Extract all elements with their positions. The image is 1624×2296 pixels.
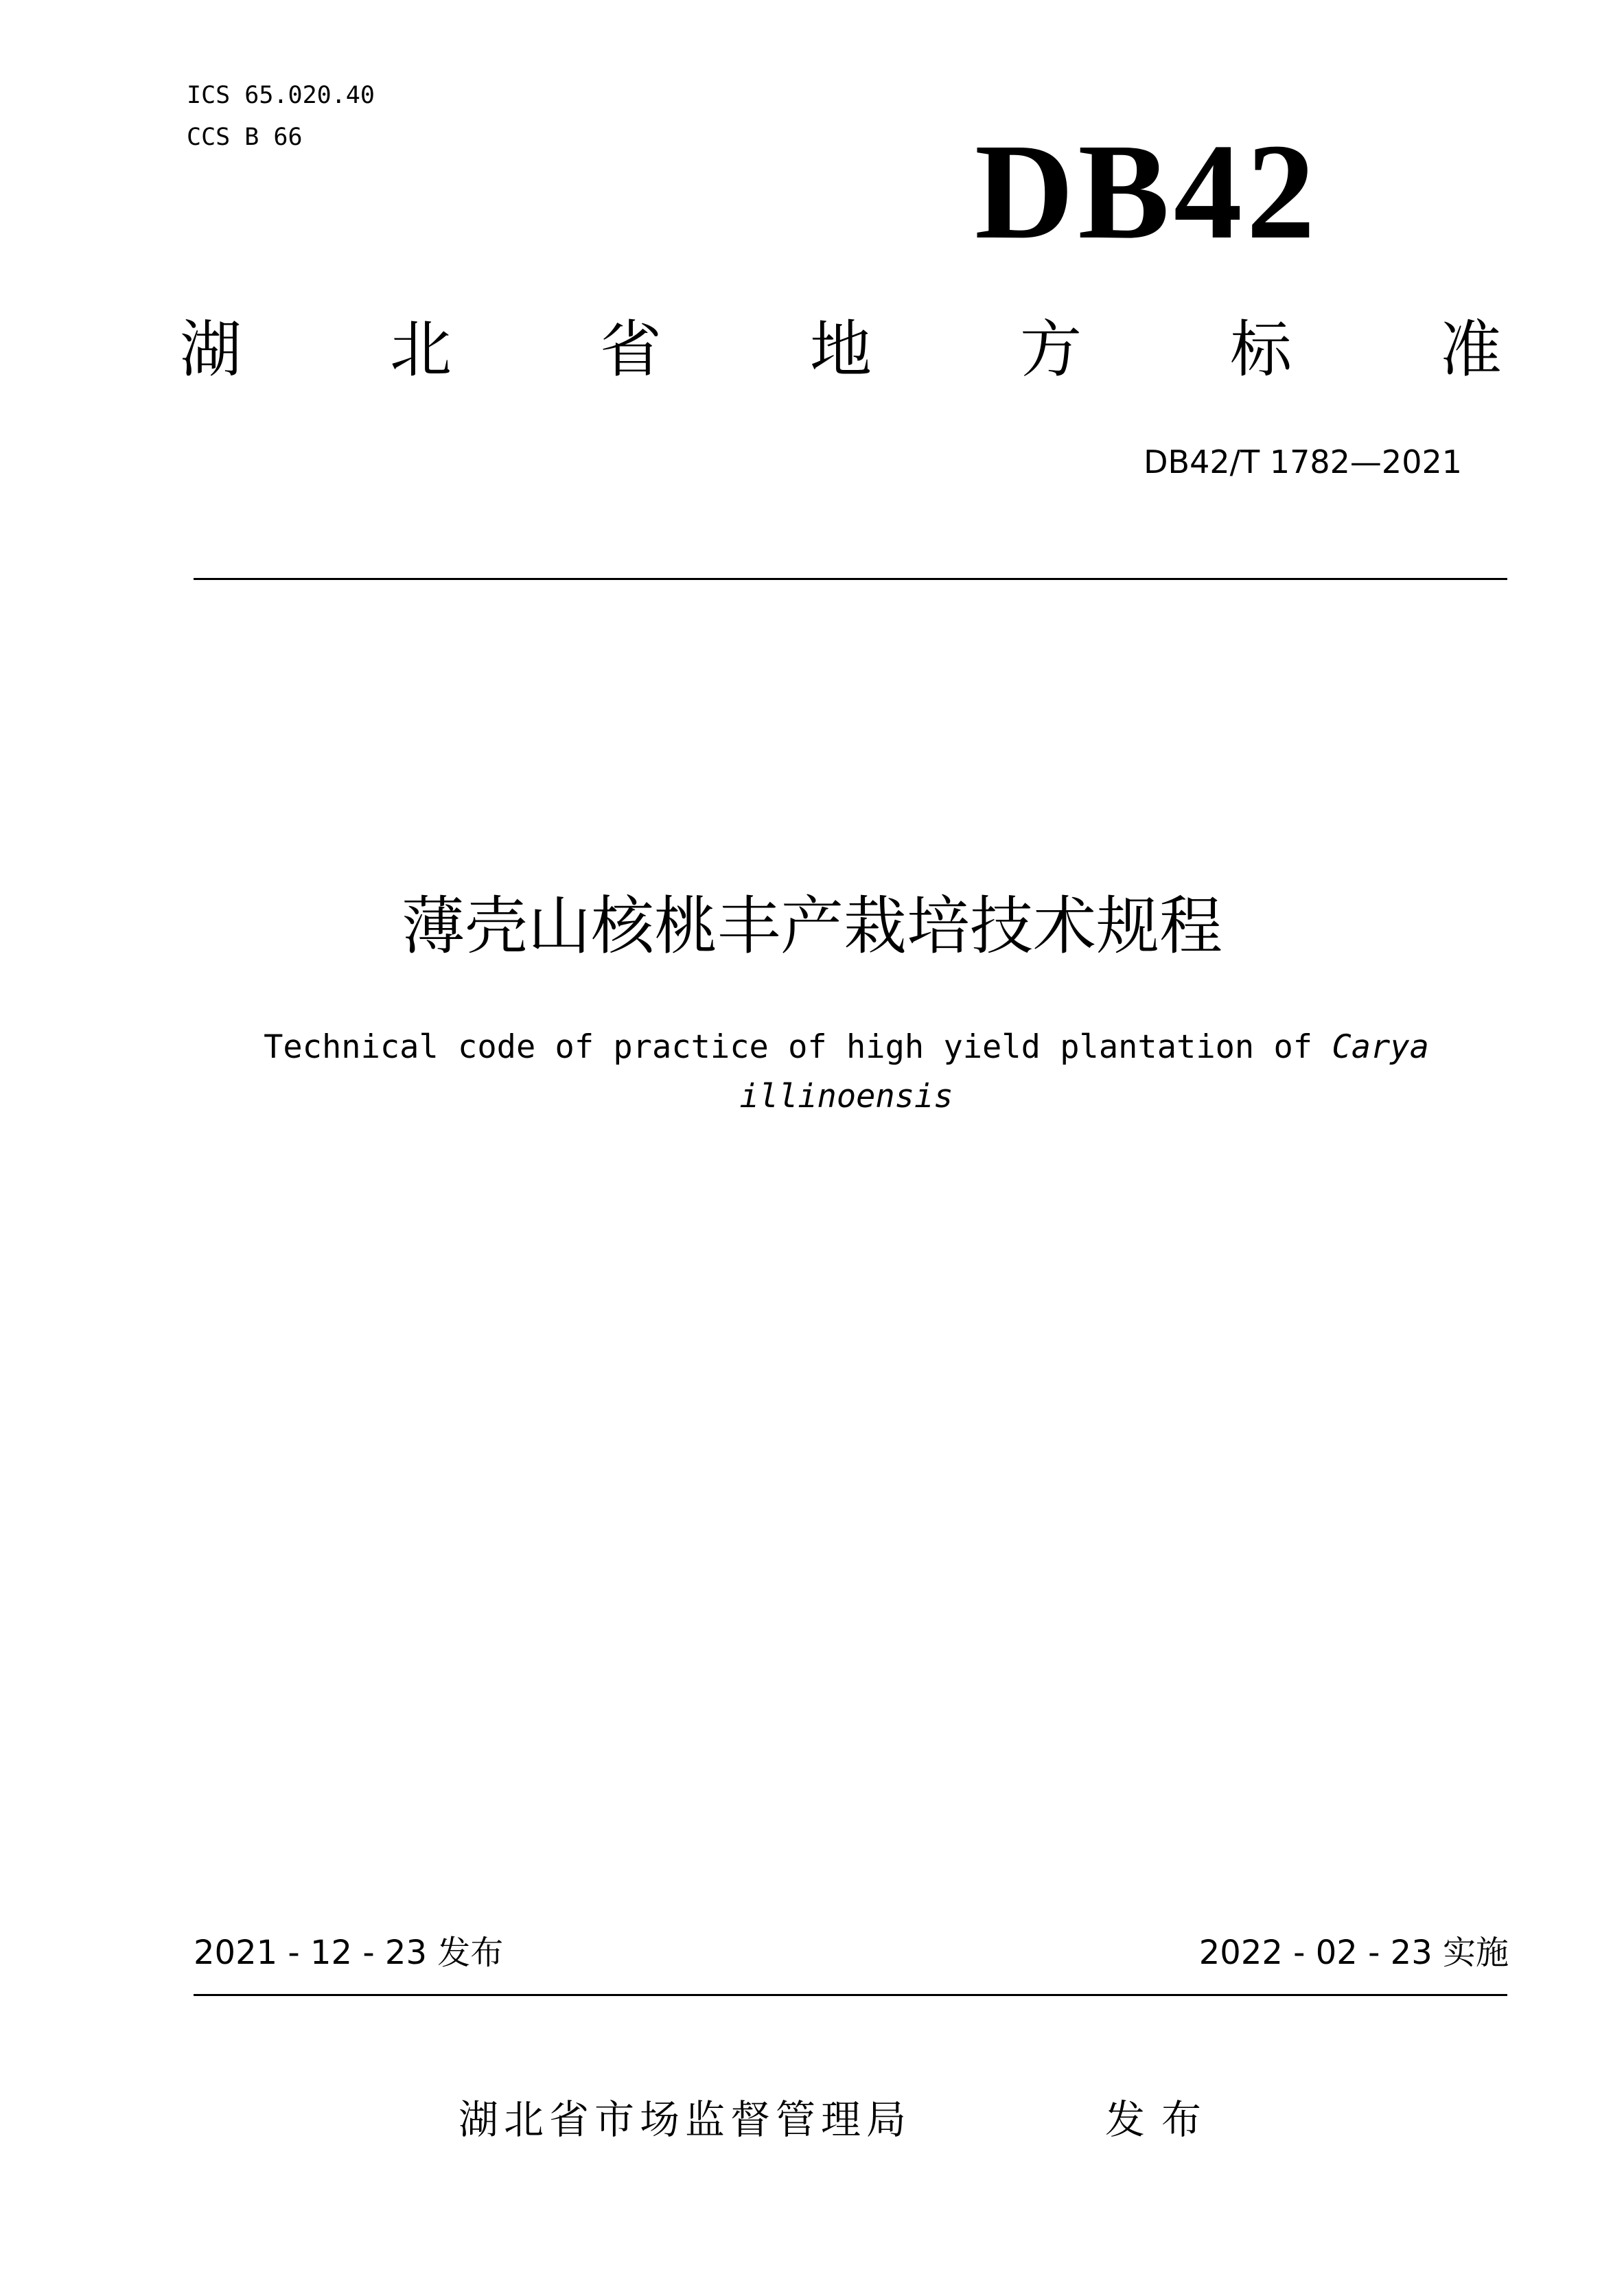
- standard-type-char: 地: [810, 314, 872, 386]
- publisher-name: 湖北省市场监督管理局: [459, 2096, 912, 2143]
- ccs-code: CCS B 66: [187, 124, 303, 151]
- species-name: Carya illinoensis: [739, 1028, 1429, 1115]
- standard-logo: DB42: [975, 116, 1319, 268]
- bottom-divider: [194, 1994, 1507, 1996]
- standard-type-title: [180, 312, 1502, 388]
- standard-type-char: 方: [1020, 314, 1082, 386]
- implementation-date: 2022 - 02 - 23 实施: [1198, 1934, 1509, 1972]
- top-divider: [194, 578, 1507, 580]
- english-title-text: Technical code of practice of high yield plantation of: [264, 1028, 1332, 1066]
- ics-code: ICS 65.020.40: [187, 82, 375, 109]
- standard-type-char: 标: [1230, 314, 1292, 386]
- english-title: [263, 1023, 1430, 1122]
- standard-type-char: 湖: [180, 314, 242, 386]
- standard-number: DB42/T 1782—2021: [1144, 443, 1462, 480]
- standard-type-char: 准: [1440, 314, 1502, 386]
- chinese-title: 薄壳山核桃丰产栽培技术规程: [401, 890, 1222, 963]
- publish-label: 发布: [1105, 2096, 1218, 2143]
- issue-date: 2021 - 12 - 23 发布: [194, 1934, 504, 1972]
- standard-type-char: 省: [600, 314, 662, 386]
- standard-type-char: 北: [390, 314, 452, 386]
